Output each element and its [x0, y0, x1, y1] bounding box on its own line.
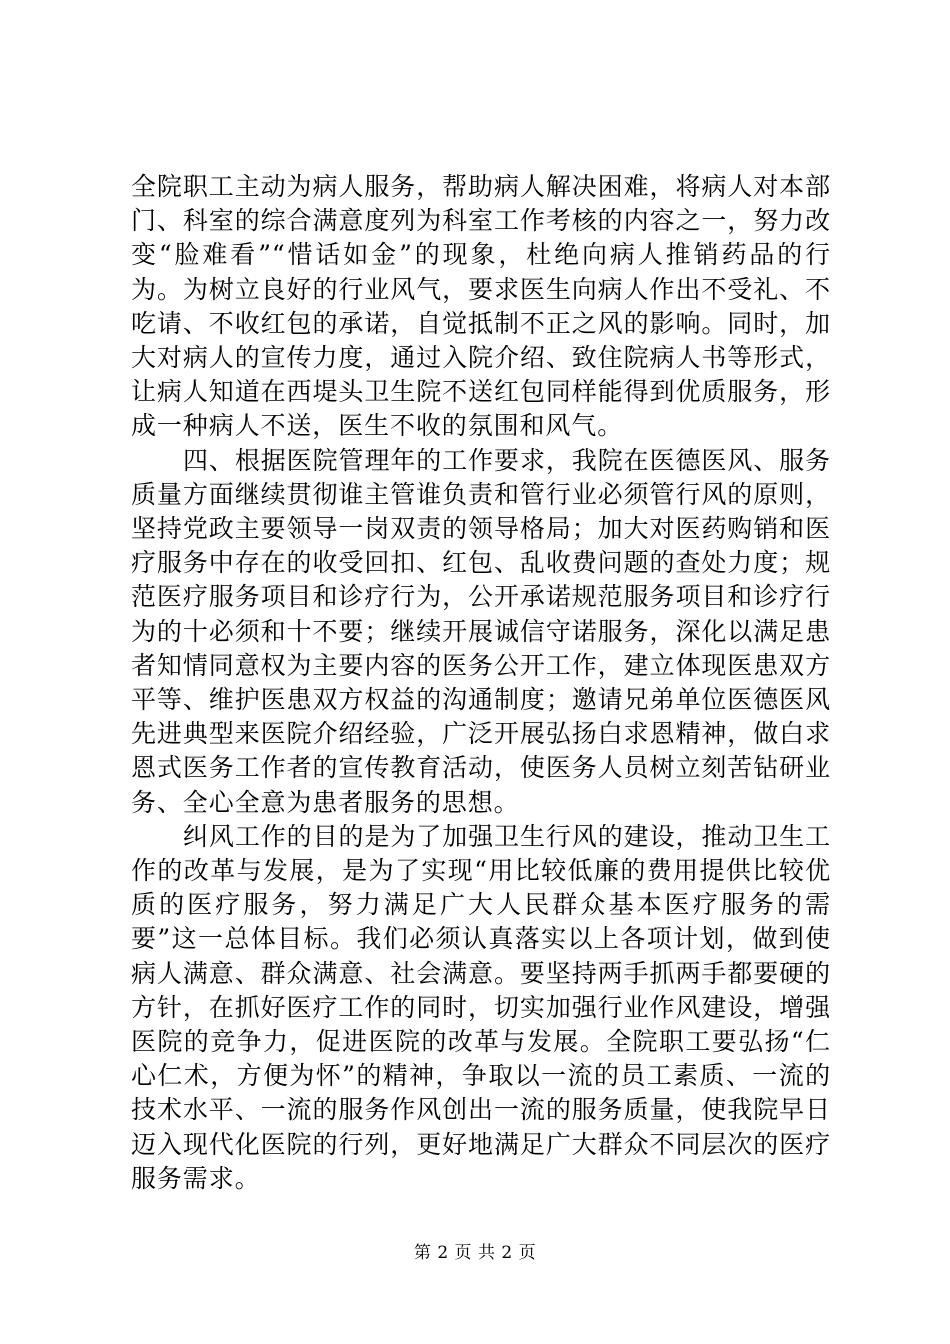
- paragraph-3: 纠风工作的目的是为了加强卫生行风的建设，推动卫生工作的改革与发展，是为了实现“用比较低廉的费用提供比较优质的医疗服务，努力满足广大人民群众基本医疗服务的需要”这一总体目标。我们必须认真落实以上各项计划，做到使病人满意、群众满意、社会满意。要坚持两手抓两手都要硬的方针，在抓好医疗工作的同时，切实加强行业作风建设，增强医院的竞争力，促进医院的改革与发展。全院职工要弘扬“仁心仁术，方便为怀”的精神，争取以一流的员工素质、一流的技术水平、一流的服务作风创出一流的服务质量，使我院早日迈入现代化医院的行列，更好地满足广大群众不同层次的医疗服务需求。: [131, 821, 831, 1193]
- paragraph-1: 全院职工主动为病人服务，帮助病人解决困难，将病人对本部门、科室的综合满意度列为科室工作考核的内容之一，努力改变“脸难看”“惜话如金”的现象，杜绝向病人推销药品的行为。为树立良好的行业风气，要求医生向病人作出不受礼、不吃请、不收红包的承诺，自觉抵制不正之风的影响。同时，加大对病人的宣传力度，通过入院介绍、致住院病人书等形式，让病人知道在西堤头卫生院不送红包同样能得到优质服务，形成一种病人不送，医生不收的氛围和风气。: [131, 172, 831, 441]
- page-footer: 第 2 页 共 2 页: [413, 1243, 537, 1263]
- document-body: [131, 170, 831, 1196]
- paragraph-2: 四、根据医院管理年的工作要求，我院在医德医风、服务质量方面继续贯彻谁主管谁负责和管行业必须管行风的原则，坚持党政主要领导一岗双责的领导格局；加大对医药购销和医疗服务中存在的收受回扣、红包、乱收费问题的查处力度；规范医疗服务项目和诊疗行为，公开承诺规范服务项目和诊疗行为的十必须和十不要；继续开展诚信守诺服务，深化以满足患者知情同意权为主要内容的医务公开工作，建立体现医患双方平等、维护医患双方权益的沟通制度；邀请兄弟单位医德医风先进典型来医院介绍经验，广泛开展弘扬白求恩精神，做白求恩式医务工作者的宣传教育活动，使医务人员树立刻苦钻研业务、全心全意为患者服务的思想。: [131, 445, 831, 817]
